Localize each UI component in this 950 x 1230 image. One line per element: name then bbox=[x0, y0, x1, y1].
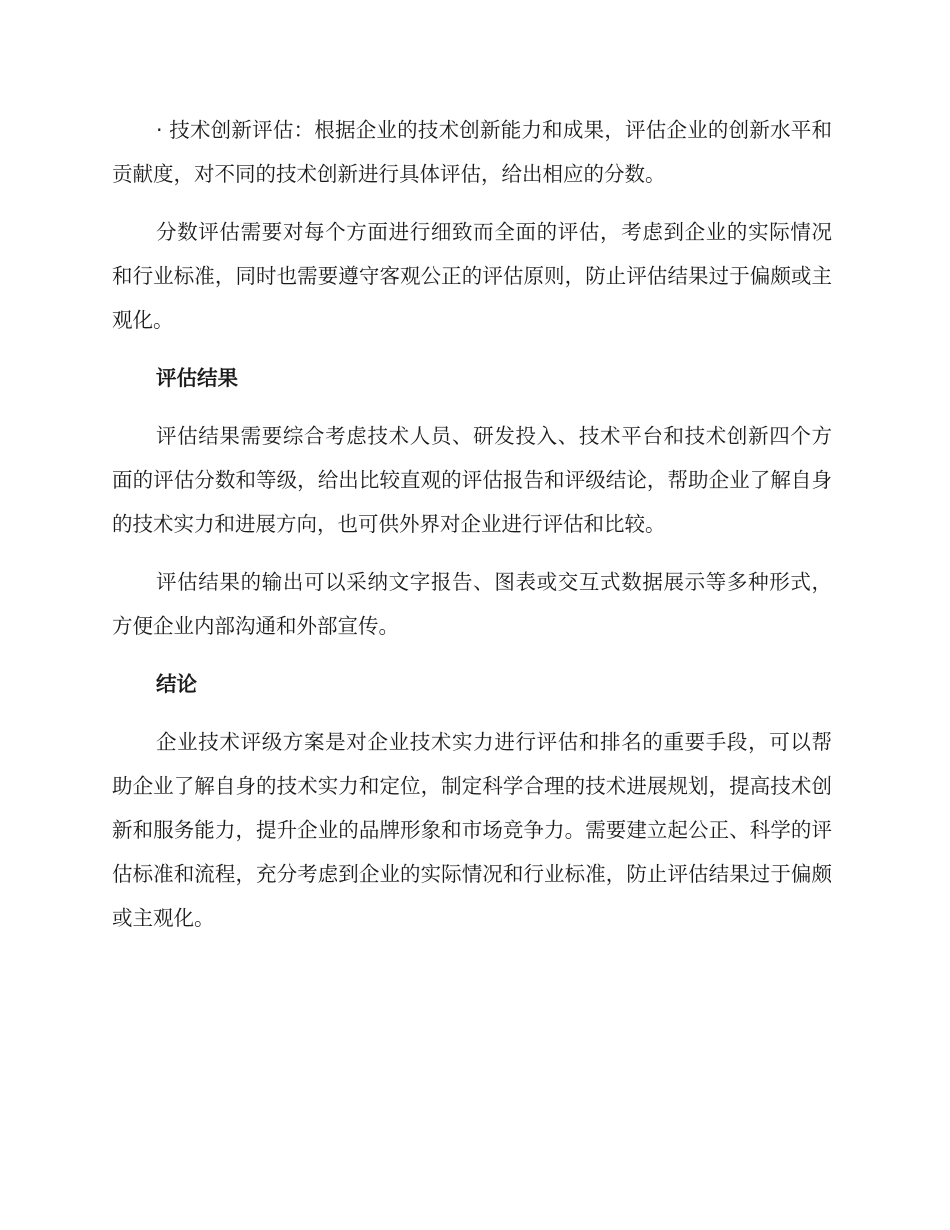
paragraph-score-evaluation: 分数评估需要对每个方面进行细致而全面的评估，考虑到企业的实际情况和行业标准，同时也需要遵守客观公正的评估原则，防止评估结果过于偏颇或主观化。 bbox=[112, 220, 832, 332]
document-body bbox=[112, 108, 832, 954]
paragraph-conclusion: 企业技术评级方案是对企业技术实力进行评估和排名的重要手段，可以帮助企业了解自身的技术实力和定位，制定科学合理的技术进展规划，提高技术创新和服务能力，提升企业的品牌形象和市场竞争力。需要建立起公正、科学的评估标准和流程，充分考虑到企业的实际情况和行业标准，防止评估结果过于偏颇或主观化。 bbox=[112, 730, 832, 930]
paragraph-results-output: 评估结果的输出可以采纳文字报告、图表或交互式数据展示等多种形式，方便企业内部沟通和外部宣传。 bbox=[112, 570, 832, 638]
section-heading-results: 评估结果 bbox=[156, 366, 238, 390]
section-heading-conclusion: 结论 bbox=[156, 672, 197, 696]
paragraph-results-summary: 评估结果需要综合考虑技术人员、研发投入、技术平台和技术创新四个方面的评估分数和等级，给出比较直观的评估报告和评级结论，帮助企业了解自身的技术实力和进展方向，也可供外界对企业进行评估和比较。 bbox=[112, 424, 832, 536]
bullet-paragraph-tech-innovation: · 技术创新评估：根据企业的技术创新能力和成果，评估企业的创新水平和贡献度，对不同的技术创新进行具体评估，给出相应的分数。 bbox=[112, 118, 832, 186]
